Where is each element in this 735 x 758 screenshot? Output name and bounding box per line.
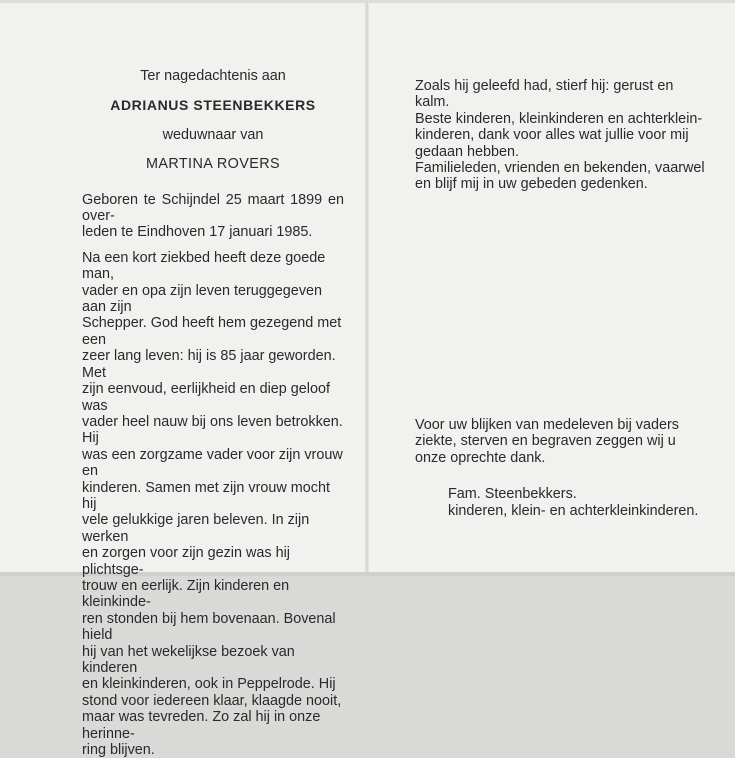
bio-line: ring blijven. xyxy=(82,742,155,758)
bio-line: was een zorgzame vader voor zijn vrouw en xyxy=(82,446,343,480)
message-line: kalm. xyxy=(415,94,450,111)
message-line: Familieleden, vrienden en bekenden, vaarwel xyxy=(415,160,705,177)
bio-line: Na een kort ziekbed heeft deze goede man, xyxy=(82,249,326,283)
birth-line: leden te Eindhoven 17 januari 1985. xyxy=(82,224,313,241)
signature-block xyxy=(415,486,715,519)
bio-line: hij van het wekelijkse bezoek van kinderen xyxy=(82,643,295,676)
bio-line: zijn eenvoud, eerlijkheid en diep geloof was xyxy=(82,381,331,414)
message-line: kinderen, dank voor alles wat jullie voor mij xyxy=(415,127,689,144)
bio-line: trouw en eerlijk. Zijn kinderen en kleinkinde- xyxy=(82,577,290,611)
card-fold xyxy=(365,0,369,576)
intro-line: Ter nagedachtenis aan xyxy=(140,68,286,84)
birth-death-paragraph xyxy=(82,192,344,241)
birth-line: Geboren te Schijndel 25 maart 1899 en over- xyxy=(82,191,344,225)
thanks-line: onze oprechte dank. xyxy=(415,449,546,466)
thanks-paragraph xyxy=(415,417,715,466)
message-line: Beste kinderen, kleinkinderen en achterklein- xyxy=(415,110,703,127)
bio-line: vele gelukkige jaren beleven. In zijn werken xyxy=(82,512,310,545)
signature-relatives: kinderen, klein- en achterkleinkinderen. xyxy=(448,502,699,519)
signature-family: Fam. Steenbekkers. xyxy=(448,486,577,503)
bio-line: vader heel nauw bij ons leven betrokken. Hij xyxy=(82,413,343,447)
bio-line: en kleinkinderen, ook in Peppelrode. Hij xyxy=(82,676,336,693)
biography-paragraph xyxy=(82,250,344,758)
bio-line: maar was tevreden. Zo zal hij in onze herinne- xyxy=(82,709,321,742)
bio-line: kinderen. Samen met zijn vrouw mocht hij xyxy=(82,479,330,512)
thanks-line: Voor uw blijken van medeleven bij vaders xyxy=(415,417,679,433)
right-panel xyxy=(415,78,715,193)
bio-line: zeer lang leven: hij is 85 jaar geworden. Met xyxy=(82,348,336,381)
message-line: Zoals hij geleefd had, stierf hij: gerust en xyxy=(415,78,674,94)
bio-line: en zorgen voor zijn gezin was hij plichtsge- xyxy=(82,545,290,578)
bio-line: ren stonden bij hem bovenaan. Bovenal hield xyxy=(82,610,336,644)
left-panel xyxy=(82,68,344,758)
thanks-line: ziekte, sterven en begraven zeggen wij u xyxy=(415,433,676,450)
message-line: en blijf mij in uw gebeden gedenken. xyxy=(415,176,648,193)
bio-line: Schepper. God heeft hem gezegend met een xyxy=(82,315,342,348)
farewell-message xyxy=(415,78,715,193)
bio-line: vader en opa zijn leven teruggegeven aan zijn xyxy=(82,282,323,316)
message-line: gedaan hebben. xyxy=(415,143,520,160)
relation-line: weduwnaar van xyxy=(162,126,264,143)
spouse-name: MARTINA ROVERS xyxy=(145,156,281,173)
deceased-name: ADRIANUS STEENBEKKERS xyxy=(110,97,316,114)
bio-line: stond voor iedereen klaar, klaagde nooit, xyxy=(82,692,342,709)
thanks-section xyxy=(415,417,715,519)
